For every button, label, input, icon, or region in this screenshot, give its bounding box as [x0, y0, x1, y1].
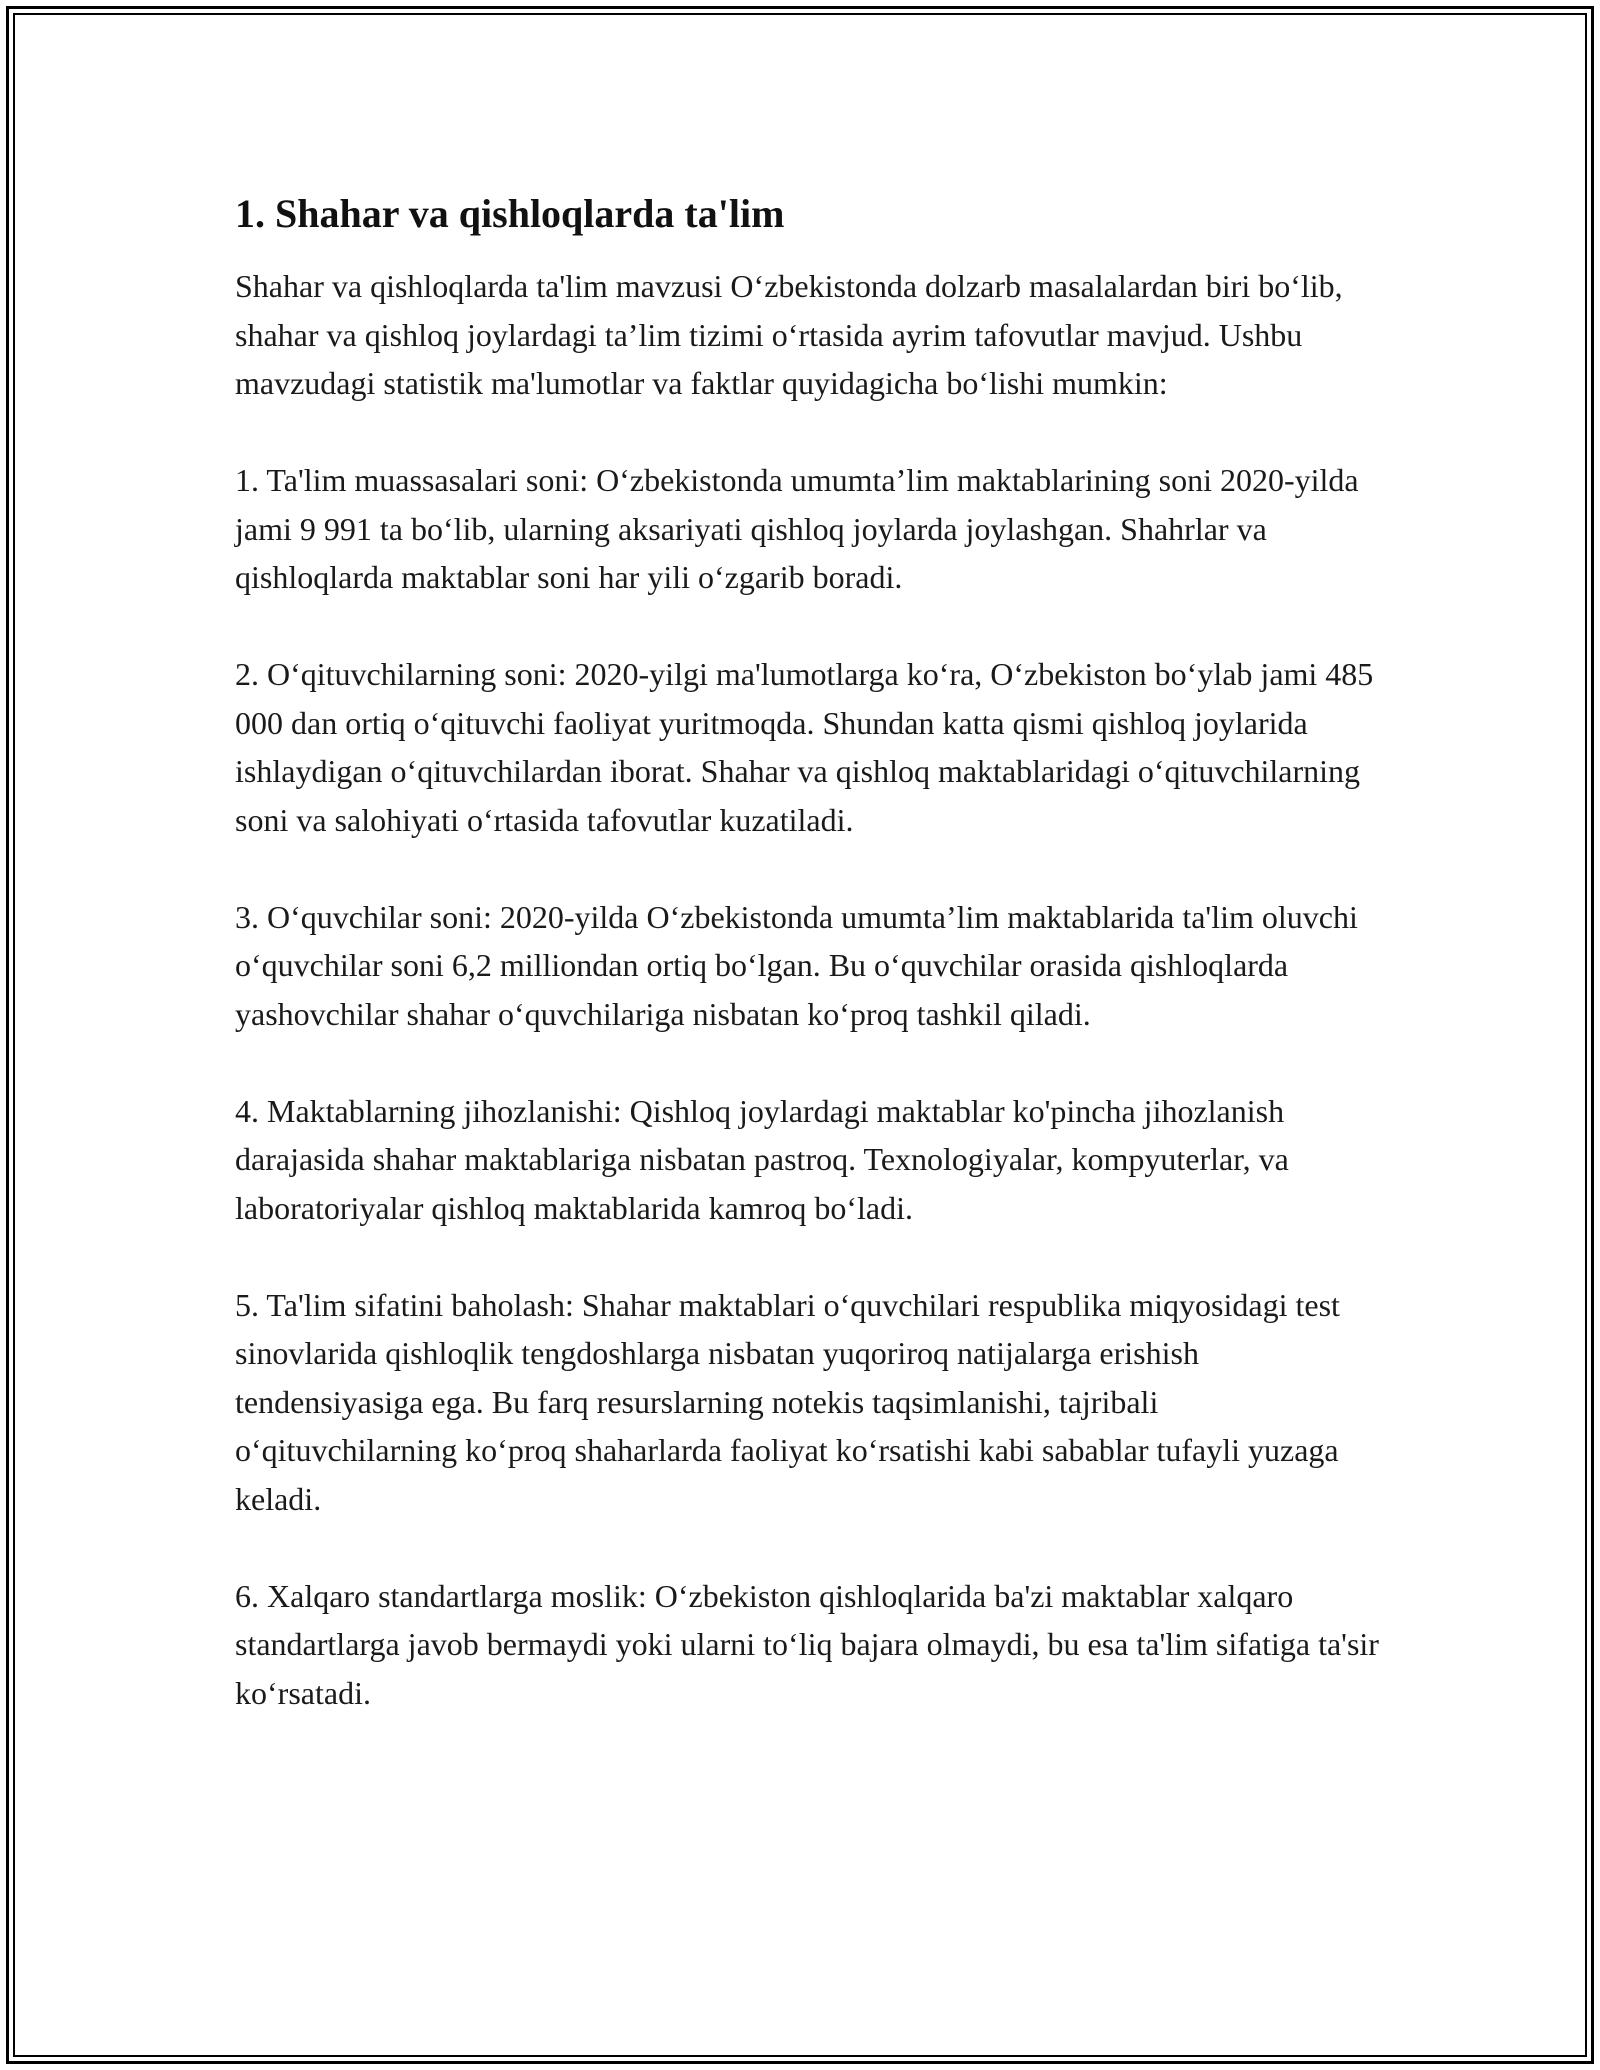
document-title: 1. Shahar va qishloqlarda ta'lim	[235, 191, 785, 236]
intro-paragraph: Shahar va qishloqlarda ta'lim mavzusi O‘zbekistonda dolzarb masalalardan biri bo‘lib, shahar va qishloq joylardagi ta’lim tizimi o‘rtasida ayrim tafovutlar mavjud. Ushbu mavzudagi statistik ma'lumotlar va faktlar quyidagicha bo‘lishi mumkin:	[235, 268, 1343, 401]
document-body	[235, 186, 1385, 1766]
list-item-international-standards: 6. Xalqaro standartlarga moslik: O‘zbekiston qishloqlarida ba'zi maktablar xalqaro standartlarga javob bermaydi yoki ularni to‘liq bajara olmaydi, bu esa ta'lim sifatiga ta'sir ko‘rsatadi.	[235, 1577, 1379, 1711]
list-item-equipment: 4. Maktablarning jihozlanishi: Qishloq joylardagi maktablar ko'pincha jihozlanish darajasida shahar maktablariga nisbatan pastroq. Texnologiyalar, kompyuterlar, va laboratoriyalar qishloq maktablarida kamroq bo‘ladi.	[235, 1092, 1289, 1226]
list-item-teachers: 2. O‘qituvchilarning soni: 2020-yilgi ma'lumotlarga ko‘ra, O‘zbekiston bo‘ylab jami 485 000 dan ortiq o‘qituvchi faoliyat yuritmoqda. Shundan katta qismi qishloq joylarida ishlaydigan o‘qituvchilardan iborat. Shahar va qishloq maktablaridagi o‘qituvchilarning soni va salohiyati o‘rtasida tafovutlar kuzatiladi.	[235, 656, 1374, 838]
list-item-students: 3. O‘quvchilar soni: 2020-yilda O‘zbekistonda umumta’lim maktablarida ta'lim oluvchi o‘quvchilar soni 6,2 milliondan ortiq bo‘lgan. Bu o‘quvchilar orasida qishloqlarda yashovchilar shahar o‘quvchilariga nisbatan ko‘proq tashkil qiladi.	[235, 898, 1358, 1032]
list-item-institutions: 1. Ta'lim muassasalari soni: O‘zbekistonda umumta’lim maktablarining soni 2020-yilda jami 9 991 ta bo‘lib, ularning aksariyati qishloq joylarda joylashgan. Shahrlar va qishloqlarda maktablar soni har yili o‘zgarib boradi.	[235, 462, 1359, 595]
list-item-quality-assessment: 5. Ta'lim sifatini baholash: Shahar maktablari o‘quvchilari respublika miqyosidagi test sinovlarida qishloqlik tengdoshlarga nisbatan yuqoriroq natijalarga erishish tendensiyasiga ega. Bu farq resurslarning notekis taqsimlanishi, tajribali o‘qituvchilarning ko‘proq shaharlarda faoliyat ko‘rsatishi kabi sabablar tufayli yuzaga keladi.	[235, 1286, 1340, 1517]
